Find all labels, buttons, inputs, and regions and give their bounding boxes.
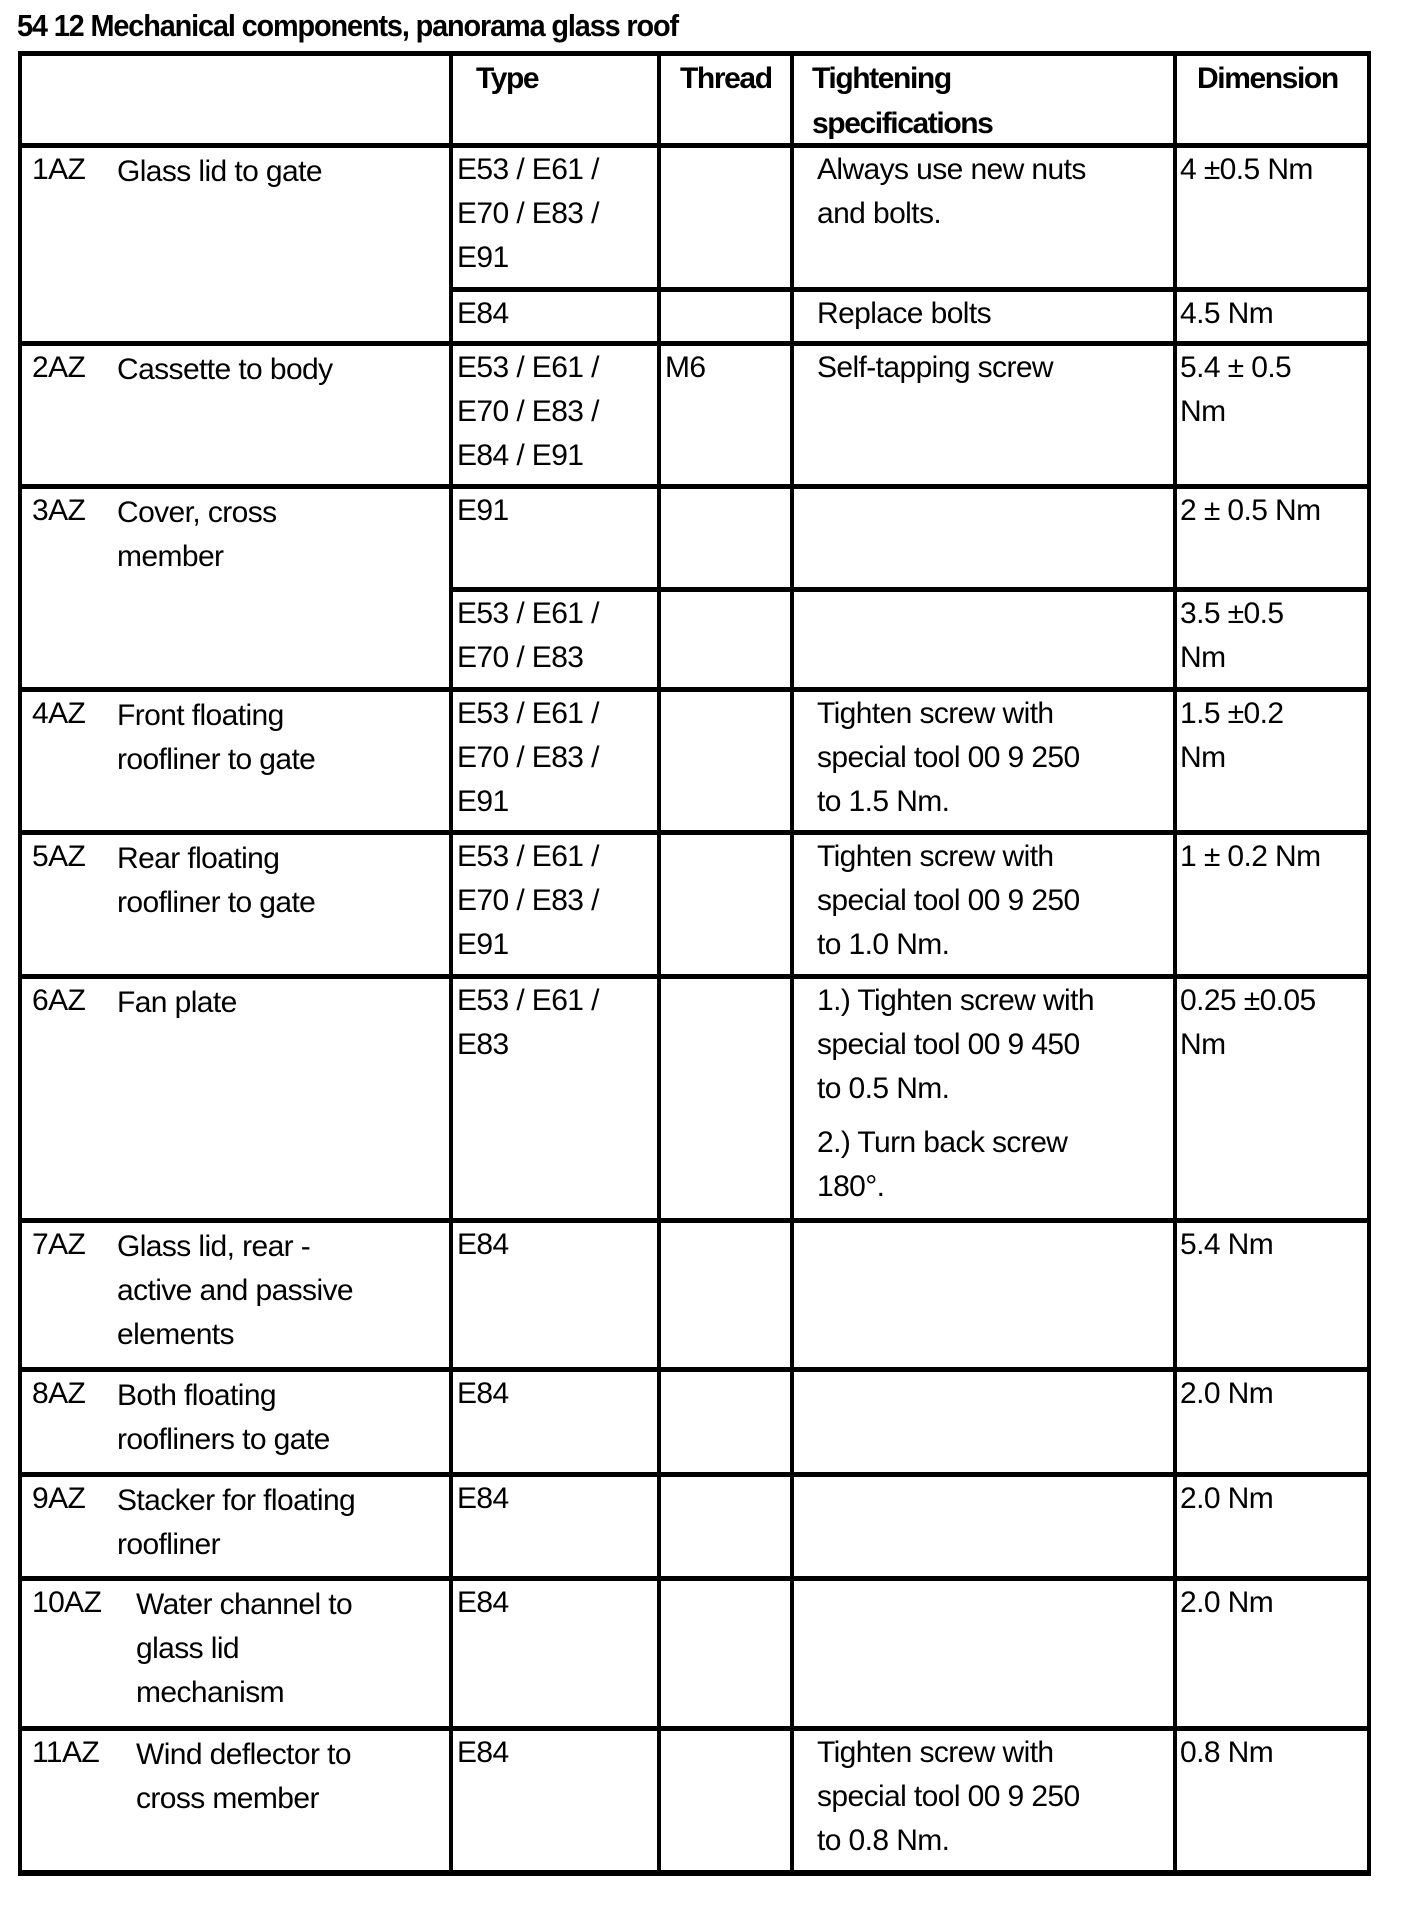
- spec-line: special tool 00 9 450: [817, 1028, 1080, 1061]
- dimension-line: 3.5 ±0.5: [1180, 597, 1284, 630]
- dimension-line: 5.4 Nm: [1180, 1228, 1274, 1261]
- spec-line: and bolts.: [817, 197, 942, 230]
- dimension-line: 0.25 ±0.05: [1180, 984, 1316, 1017]
- component-name-line: roofliners to gate: [117, 1423, 330, 1456]
- table-border-bottom: [18, 1870, 1371, 1876]
- type-cell: [457, 489, 509, 533]
- dimension-line: Nm: [1180, 395, 1226, 428]
- dimension-cell: [1180, 835, 1321, 879]
- component-name-line: Both floating: [117, 1379, 276, 1412]
- column-divider-thread: [657, 51, 661, 1875]
- dimension-cell: [1180, 979, 1316, 1067]
- type-cell: [457, 346, 599, 478]
- component-name-line: Water channel to: [136, 1588, 353, 1621]
- column-divider-spec: [790, 51, 794, 1875]
- type-line: E53 / E61 /: [457, 697, 599, 730]
- spec-line: to 0.8 Nm.: [817, 1824, 950, 1857]
- type-cell: [457, 692, 599, 824]
- spec-line: to 1.0 Nm.: [817, 928, 950, 961]
- row-divider: [18, 1218, 1371, 1223]
- dimension-line: 2.0 Nm: [1180, 1482, 1274, 1515]
- type-line: E91: [457, 785, 509, 818]
- type-line: E91: [457, 928, 509, 961]
- type-cell: [457, 1477, 509, 1521]
- spec-paragraph: [817, 692, 1080, 824]
- dimension-cell: [1180, 592, 1283, 680]
- row-divider: [18, 1726, 1371, 1731]
- component-code: 4AZ: [32, 697, 86, 730]
- type-line: E70 / E83 /: [457, 884, 599, 917]
- component-code: 8AZ: [32, 1377, 86, 1410]
- dimension-cell: [1180, 1477, 1273, 1521]
- header-divider: [18, 143, 1371, 148]
- spec-line: Tighten screw with: [817, 840, 1054, 873]
- component-name: [117, 1374, 330, 1462]
- component-name-line: roofliner to gate: [117, 886, 316, 919]
- type-line: E70 / E83 /: [457, 741, 599, 774]
- component-name: [136, 1583, 352, 1715]
- spec-paragraph: [817, 292, 991, 336]
- column-divider-dim: [1173, 51, 1177, 1875]
- dimension-line: 1.5 ±0.2: [1180, 697, 1284, 730]
- component-name: [136, 1733, 351, 1821]
- component-name-line: glass lid: [136, 1632, 239, 1665]
- header-thread: Thread: [680, 62, 772, 95]
- spec-paragraph: [817, 1731, 1080, 1863]
- type-cell: [457, 1372, 509, 1416]
- dimension-line: 2.0 Nm: [1180, 1586, 1274, 1619]
- dimension-line: Nm: [1180, 641, 1226, 674]
- component-name-line: elements: [117, 1318, 234, 1351]
- component-name-line: Rear floating: [117, 842, 280, 875]
- dimension-line: 2.0 Nm: [1180, 1377, 1274, 1410]
- row-divider: [18, 974, 1371, 979]
- spec-paragraph: [817, 346, 1053, 390]
- spec-line: Self-tapping screw: [817, 351, 1053, 384]
- type-line: E91: [457, 494, 509, 527]
- dimension-line: Nm: [1180, 741, 1226, 774]
- header-type: Type: [476, 62, 539, 95]
- spec-cell: [817, 292, 991, 336]
- component-name: [117, 491, 277, 579]
- type-line: E84: [457, 297, 509, 330]
- dimension-line: 1 ± 0.2 Nm: [1180, 840, 1321, 873]
- type-cell: [457, 148, 599, 280]
- header-spec-line-1: Tightening: [812, 62, 951, 95]
- dimension-cell: [1180, 1372, 1273, 1416]
- component-name: [117, 1479, 355, 1567]
- component-code: 9AZ: [32, 1482, 86, 1515]
- component-code: 6AZ: [32, 984, 86, 1017]
- type-cell: [457, 1731, 509, 1775]
- dimension-line: Nm: [1180, 1028, 1226, 1061]
- component-name: [117, 694, 315, 782]
- dimension-line: 4.5 Nm: [1180, 297, 1274, 330]
- spec-line: Replace bolts: [817, 297, 991, 330]
- type-line: E84: [457, 1736, 509, 1769]
- type-line: E84 / E91: [457, 439, 584, 472]
- type-line: E84: [457, 1482, 509, 1515]
- column-divider-left: [18, 51, 22, 1875]
- component-name-line: Glass lid to gate: [117, 155, 322, 188]
- row-divider: [18, 687, 1371, 692]
- spec-paragraph: [817, 148, 1086, 236]
- component-name: [117, 1225, 353, 1357]
- component-name-line: Cassette to body: [117, 353, 333, 386]
- type-cell: [457, 292, 509, 336]
- component-name-line: Glass lid, rear -: [117, 1230, 311, 1263]
- row-divider: [18, 830, 1371, 835]
- type-cell: [457, 835, 599, 967]
- component-code: 11AZ: [32, 1736, 100, 1769]
- spec-line: Always use new nuts: [817, 153, 1086, 186]
- type-cell: [457, 592, 599, 680]
- dimension-line: 0.8 Nm: [1180, 1736, 1274, 1769]
- dimension-cell: [1180, 1581, 1273, 1625]
- spec-paragraph: [817, 835, 1080, 967]
- spec-line: 1.) Tighten screw with: [817, 984, 1094, 1017]
- type-line: E53 / E61 /: [457, 153, 599, 186]
- row-divider: [18, 1367, 1371, 1372]
- type-cell: [457, 1223, 509, 1267]
- component-name-line: roofliner: [117, 1528, 220, 1561]
- spec-paragraph: [817, 1121, 1094, 1209]
- column-divider-right: [1367, 51, 1371, 1875]
- spec-cell: [817, 346, 1053, 390]
- type-line: E84: [457, 1228, 509, 1261]
- row-divider: [18, 1472, 1371, 1477]
- spec-cell: [817, 835, 1080, 967]
- thread-cell: M6: [665, 351, 706, 384]
- component-name-line: mechanism: [136, 1676, 284, 1709]
- component-code: 10AZ: [32, 1586, 102, 1619]
- spec-line: special tool 00 9 250: [817, 884, 1080, 917]
- table-border-top: [18, 51, 1371, 56]
- spec-line: Tighten screw with: [817, 1736, 1054, 1769]
- type-line: E53 / E61 /: [457, 597, 599, 630]
- dimension-line: 4 ±0.5 Nm: [1180, 153, 1313, 186]
- spec-cell: [817, 148, 1086, 236]
- row-divider: [18, 1576, 1371, 1581]
- component-name-line: active and passive: [117, 1274, 354, 1307]
- type-line: E53 / E61 /: [457, 984, 599, 1017]
- type-line: E70 / E83: [457, 641, 584, 674]
- header-spec-line-2: specifications: [812, 107, 993, 140]
- component-code: 2AZ: [32, 351, 86, 384]
- spec-line: to 1.5 Nm.: [817, 785, 950, 818]
- spec-line: Tighten screw with: [817, 697, 1054, 730]
- spec-cell: [817, 1731, 1080, 1863]
- component-code: 5AZ: [32, 840, 86, 873]
- dimension-cell: [1180, 489, 1321, 533]
- spec-line: special tool 00 9 250: [817, 1780, 1080, 1813]
- component-code: 1AZ: [32, 153, 86, 186]
- type-line: E84: [457, 1586, 509, 1619]
- type-line: E84: [457, 1377, 509, 1410]
- type-line: E70 / E83 /: [457, 395, 599, 428]
- header-tightening-specifications: [812, 56, 992, 146]
- type-line: E53 / E61 /: [457, 840, 599, 873]
- spec-line: to 0.5 Nm.: [817, 1072, 950, 1105]
- component-name-line: Wind deflector to: [136, 1738, 351, 1771]
- type-line: E70 / E83 /: [457, 197, 599, 230]
- type-cell: [457, 979, 599, 1067]
- type-line: E83: [457, 1028, 509, 1061]
- spec-line: special tool 00 9 250: [817, 741, 1080, 774]
- component-name-line: roofliner to gate: [117, 743, 316, 776]
- spec-cell: [817, 979, 1094, 1209]
- spec-line: 2.) Turn back screw: [817, 1126, 1068, 1159]
- dimension-line: 2 ± 0.5 Nm: [1180, 494, 1321, 527]
- component-name: [117, 348, 333, 392]
- dimension-cell: [1180, 692, 1283, 780]
- dimension-line: 5.4 ± 0.5: [1180, 351, 1292, 384]
- spec-paragraph: [817, 979, 1094, 1111]
- spec-line: 180°.: [817, 1170, 885, 1203]
- dimension-cell: [1180, 346, 1291, 434]
- page-title: 54 12 Mechanical components, panorama glass roof: [17, 8, 679, 43]
- component-name: [117, 837, 315, 925]
- type-line: E91: [457, 241, 509, 274]
- header-dimension: Dimension: [1197, 62, 1338, 95]
- type-cell: [457, 1581, 509, 1625]
- dimension-cell: [1180, 1223, 1273, 1267]
- component-code: 7AZ: [32, 1228, 86, 1261]
- dimension-cell: [1180, 148, 1313, 192]
- dimension-cell: [1180, 292, 1273, 336]
- component-name-line: Stacker for floating: [117, 1484, 356, 1517]
- spec-cell: [817, 692, 1080, 824]
- component-name-line: Cover, cross: [117, 496, 277, 529]
- type-line: E53 / E61 /: [457, 351, 599, 384]
- row-divider: [18, 484, 1371, 489]
- component-name-line: member: [117, 540, 224, 573]
- component-name-line: Front floating: [117, 699, 284, 732]
- component-name-line: Fan plate: [117, 986, 237, 1019]
- component-name: [117, 150, 322, 194]
- dimension-cell: [1180, 1731, 1273, 1775]
- component-code: 3AZ: [32, 494, 86, 527]
- column-divider-type: [449, 51, 453, 1875]
- component-name-line: cross member: [136, 1782, 319, 1815]
- component-name: [117, 981, 237, 1025]
